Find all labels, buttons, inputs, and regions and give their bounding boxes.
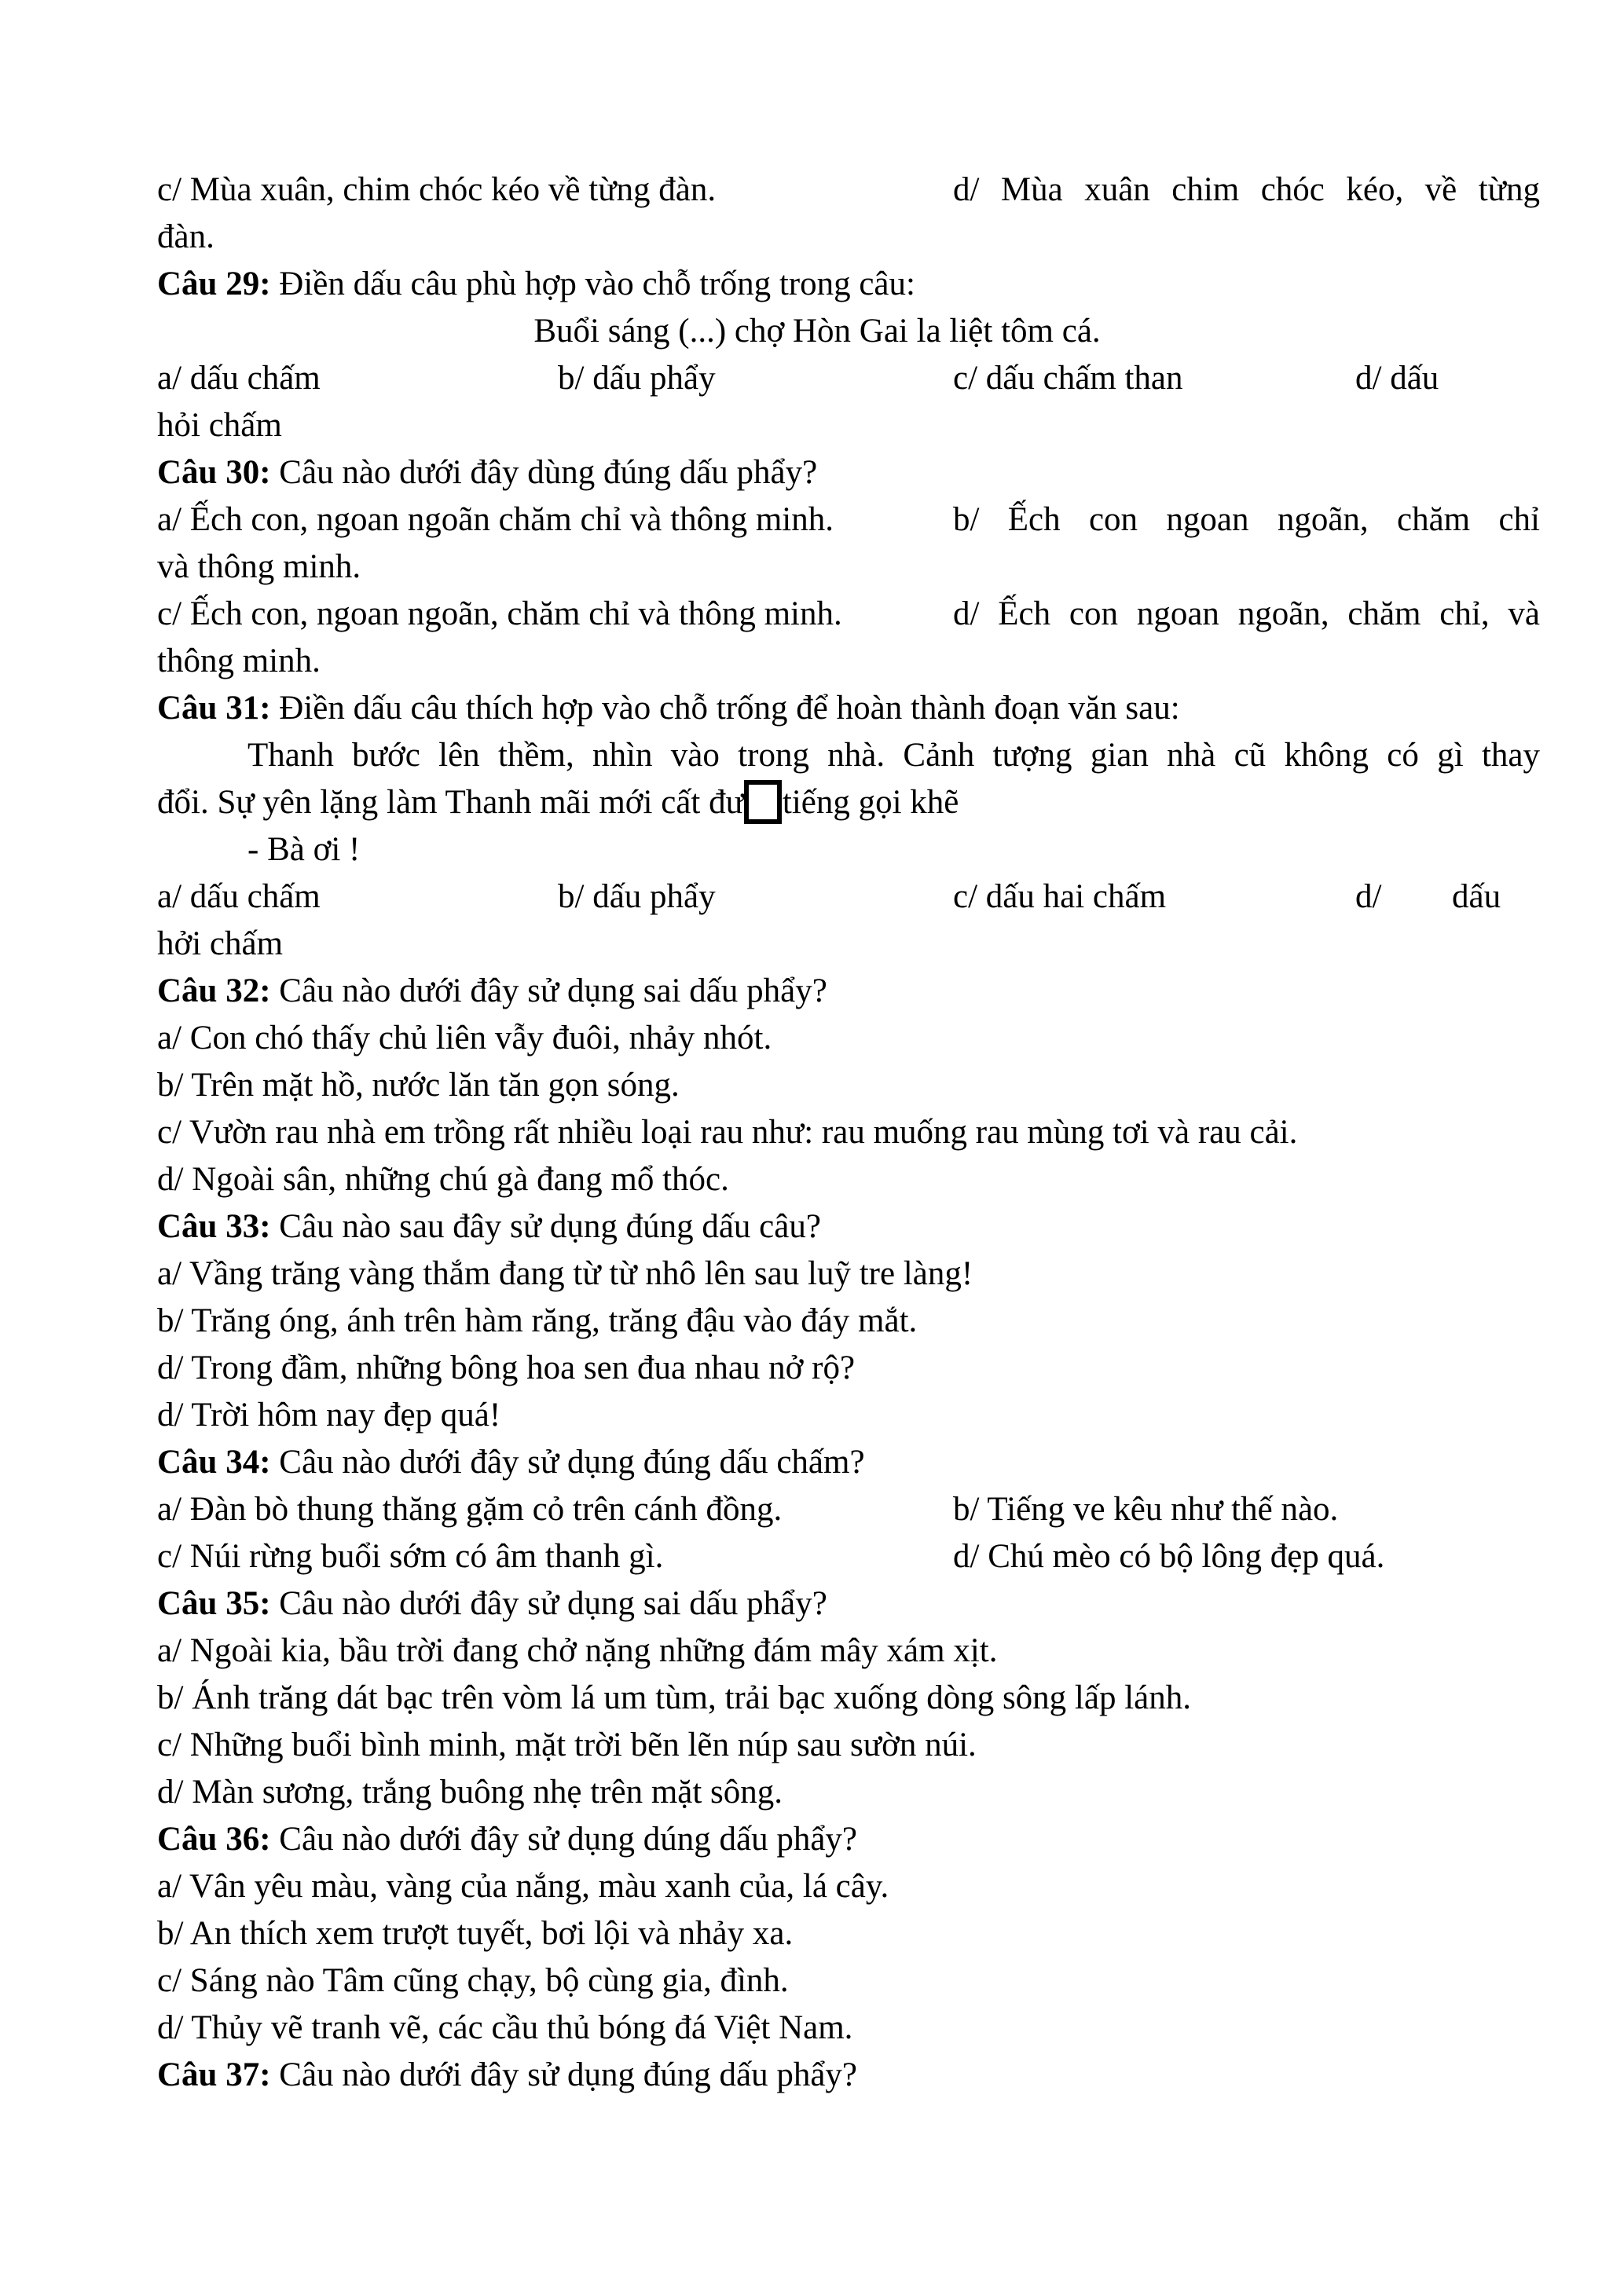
text-run: d/ Thủy vẽ tranh vẽ, các cầu thủ bóng đá Việt Nam. <box>157 2009 853 2046</box>
tab-segment <box>157 1251 973 1298</box>
text-run: d/ dấu <box>1355 360 1439 397</box>
text-line <box>0 1156 1624 1203</box>
text-line <box>0 1628 1624 1675</box>
tab-segment <box>157 1722 977 1769</box>
tab-segment <box>157 1863 889 1910</box>
text-line <box>0 591 1624 638</box>
blank-answer-box <box>744 780 782 824</box>
text-line <box>0 402 1624 449</box>
text-line <box>0 544 1624 591</box>
text-run: c/ Vườn rau nhà em trồng rất nhiều loại rau như: rau muống rau mùng tơi và rau cải. <box>157 1114 1298 1151</box>
text-run: d/ Màn sương, trắng buông nhẹ trên mặt sông. <box>157 1774 783 1811</box>
question-number-label: Câu 36: <box>157 1821 271 1858</box>
question-number-label: Câu 35: <box>157 1585 271 1622</box>
tab-segment <box>157 544 361 591</box>
text-line <box>0 1816 1624 1863</box>
tab-segment <box>157 2005 852 2052</box>
text-run: d/ <box>1355 878 1382 915</box>
text-line <box>0 2005 1624 2052</box>
text-run: c/ Những buổi bình minh, mặt trời bẽn lẽn núp sau sườn núi. <box>157 1727 977 1763</box>
text-run: c/ Mùa xuân, chim chóc kéo về từng đàn. <box>157 171 717 208</box>
tab-segment <box>157 685 1180 732</box>
text-run: b/ An thích xem trượt tuyết, bơi lội và nhảy xa. <box>157 1915 794 1952</box>
tab-segment <box>157 1109 1297 1156</box>
tab-segment <box>157 402 282 449</box>
tab-segment <box>247 732 1540 779</box>
tab-segment <box>953 167 1540 214</box>
tab-segment <box>157 1675 1191 1722</box>
text-run: dấu <box>1452 878 1501 915</box>
text-run: d/ Ếch con ngoan ngoãn, chăm chỉ, và <box>953 595 1540 632</box>
tab-segment <box>953 496 1540 544</box>
text-run: c/ Núi rừng buổi sớm có âm thanh gì. <box>157 1538 664 1575</box>
text-line <box>0 732 1624 779</box>
text-run: a/ dấu chấm <box>157 878 321 915</box>
question-number-label: Câu 34: <box>157 1444 271 1481</box>
tab-segment <box>157 449 817 496</box>
tab-segment <box>157 1580 827 1628</box>
text-line <box>0 1109 1624 1156</box>
text-run: hởi chấm <box>157 925 284 962</box>
text-run: a/ Vầng trăng vàng thắm đang từ từ nhô lên sau luỹ tre làng! <box>157 1255 973 1292</box>
tab-segment <box>157 638 321 685</box>
text-line <box>0 1439 1624 1486</box>
text-run: b/ Tiếng ve kêu như thế nào. <box>953 1491 1339 1528</box>
document-content <box>0 167 1624 2099</box>
tab-segment <box>953 355 1183 402</box>
text-line <box>0 1957 1624 2005</box>
text-run: a/ Ngoài kia, bầu trời đang chở nặng những đám mây xám xịt. <box>157 1632 998 1669</box>
question-number-label: Câu 37: <box>157 2056 271 2093</box>
text-run: Câu nào dưới đây sử dụng dúng dấu phẩy? <box>270 1821 858 1858</box>
tab-segment <box>953 1533 1384 1580</box>
tab-segment <box>157 496 834 544</box>
text-run: d/ Trong đầm, những bông hoa sen đua nhau nở rộ? <box>157 1349 856 1386</box>
tab-segment <box>157 214 214 261</box>
text-line <box>0 449 1624 496</box>
tab-segment <box>157 968 827 1015</box>
question-number-label: Câu 32: <box>157 972 271 1009</box>
tab-segment <box>157 1392 500 1439</box>
tab-segment <box>157 1156 729 1203</box>
tab-segment <box>157 1910 793 1957</box>
tab-segment <box>157 2052 857 2099</box>
text-line <box>0 779 1624 826</box>
text-run: d/ Trời hôm nay đẹp quá! <box>157 1397 501 1434</box>
tab-segment <box>157 1628 997 1675</box>
text-run: b/ dấu phẩy <box>558 360 716 397</box>
tab-segment <box>558 873 716 921</box>
text-line <box>0 214 1624 261</box>
tab-segment <box>1355 873 1381 921</box>
text-line <box>0 968 1624 1015</box>
text-run: d/ Mùa xuân chim chóc kéo, về từng <box>953 171 1540 208</box>
text-run: a/ Con chó thấy chủ liên vẫy đuôi, nhảy nhót. <box>157 1020 772 1056</box>
text-run: đàn. <box>157 218 214 255</box>
text-line <box>0 1863 1624 1910</box>
tab-segment <box>157 873 321 921</box>
text-run: b/ Trên mặt hồ, nước lăn tăn gọn sóng. <box>157 1067 680 1104</box>
text-run: Câu nào dưới đây sử dụng sai dấu phẩy? <box>270 972 827 1009</box>
text-run: thông minh. <box>157 643 321 679</box>
tab-segment <box>157 1345 855 1392</box>
text-run: c/ dấu hai chấm <box>953 878 1167 915</box>
text-line <box>0 1580 1624 1628</box>
tab-segment <box>157 1298 917 1345</box>
tab-segment <box>157 1015 772 1062</box>
text-run: Buổi sáng (...) chợ Hòn Gai la liệt tôm cá. <box>533 313 1101 350</box>
text-run: hỏi chấm <box>157 407 282 444</box>
text-run: và thông minh. <box>157 548 361 585</box>
tab-segment <box>157 355 321 402</box>
tab-segment <box>157 1062 680 1109</box>
question-number-label: Câu 33: <box>157 1208 271 1245</box>
tab-segment <box>953 1486 1338 1533</box>
text-line <box>0 355 1624 402</box>
text-line <box>0 1298 1624 1345</box>
tab-segment <box>157 261 915 308</box>
text-line <box>0 496 1624 544</box>
text-line <box>0 1533 1624 1580</box>
text-run: a/ Vân yêu màu, vàng của nắng, màu xanh của, lá cây. <box>157 1868 889 1905</box>
tab-segment <box>157 591 842 638</box>
tab-segment <box>157 1203 821 1251</box>
text-line <box>0 1486 1624 1533</box>
text-run: đổi. Sự yên lặng làm Thanh mãi mới cất đư <box>157 784 744 821</box>
text-run: a/ Đàn bò thung thăng gặm cỏ trên cánh đồng. <box>157 1491 783 1528</box>
text-run: a/ Ếch con, ngoan ngoãn chăm chỉ và thông minh. <box>157 501 834 538</box>
text-run: Câu nào dưới đây dùng đúng dấu phẩy? <box>270 454 818 491</box>
text-run: Điền dấu câu thích hợp vào chỗ trống để hoàn thành đoạn văn sau: <box>270 690 1180 727</box>
question-number-label: Câu 29: <box>157 265 271 302</box>
text-line <box>0 1062 1624 1109</box>
text-line <box>0 638 1624 685</box>
text-run: c/ Ếch con, ngoan ngoãn, chăm chỉ và thông minh. <box>157 595 842 632</box>
tab-segment <box>953 591 1540 638</box>
text-line <box>0 1203 1624 1251</box>
text-line <box>0 1251 1624 1298</box>
text-line <box>0 826 1624 873</box>
tab-segment <box>1452 873 1501 921</box>
tab-segment <box>157 167 716 214</box>
tab-segment <box>157 921 283 968</box>
tab-segment <box>558 355 716 402</box>
text-line <box>0 1722 1624 1769</box>
text-run: Câu nào dưới đây sử dụng đúng dấu phẩy? <box>270 2056 858 2093</box>
text-run: Thanh bước lên thềm, nhìn vào trong nhà. Cảnh tượng gian nhà cũ không có gì thay <box>247 737 1540 774</box>
tab-segment <box>157 1486 782 1533</box>
question-number-label: Câu 31: <box>157 690 271 727</box>
text-line <box>0 1345 1624 1392</box>
text-line <box>0 921 1624 968</box>
text-run: Câu nào sau đây sử dụng đúng dấu câu? <box>270 1208 821 1245</box>
text-run: c/ dấu chấm than <box>953 360 1183 397</box>
text-run: tiếng gọi khẽ <box>782 784 959 821</box>
text-line <box>0 261 1624 308</box>
tab-segment <box>247 826 360 873</box>
tab-segment <box>157 779 959 826</box>
tab-segment <box>157 308 1477 355</box>
text-line <box>0 1769 1624 1816</box>
text-run: a/ dấu chấm <box>157 360 321 397</box>
text-run: b/ dấu phẩy <box>558 878 716 915</box>
text-run: b/ Trăng óng, ánh trên hàm răng, trăng đậu vào đáy mắt. <box>157 1302 918 1339</box>
text-run: b/ Ánh trăng dát bạc trên vòm lá um tùm, trải bạc xuống dòng sông lấp lánh. <box>157 1679 1191 1716</box>
text-line <box>0 1392 1624 1439</box>
text-line <box>0 1910 1624 1957</box>
text-run: c/ Sáng nào Tâm cũng chạy, bộ cùng gia, đình. <box>157 1962 789 1999</box>
tab-segment <box>157 1769 783 1816</box>
text-run: Câu nào dưới đây sử dụng sai dấu phẩy? <box>270 1585 827 1622</box>
tab-segment <box>157 1533 663 1580</box>
tab-segment <box>157 1816 857 1863</box>
tab-segment <box>1355 355 1439 402</box>
text-run: d/ Ngoài sân, những chú gà đang mổ thóc. <box>157 1161 729 1198</box>
tab-segment <box>157 1957 789 2005</box>
question-number-label: Câu 30: <box>157 454 271 491</box>
text-line <box>0 167 1624 214</box>
text-run: - Bà ơi ! <box>247 831 361 868</box>
tab-segment <box>953 873 1166 921</box>
text-line <box>0 308 1624 355</box>
text-run: Điền dấu câu phù hợp vào chỗ trống trong câu: <box>270 265 915 302</box>
text-run: d/ Chú mèo có bộ lông đẹp quá. <box>953 1538 1385 1575</box>
text-run: b/ Ếch con ngoan ngoãn, chăm chỉ <box>953 501 1540 538</box>
text-line <box>0 1675 1624 1722</box>
text-line <box>0 2052 1624 2099</box>
tab-segment <box>157 1439 865 1486</box>
text-line <box>0 685 1624 732</box>
text-line <box>0 873 1624 921</box>
text-line <box>0 1015 1624 1062</box>
text-run: Câu nào dưới đây sử dụng đúng dấu chấm? <box>270 1444 865 1481</box>
